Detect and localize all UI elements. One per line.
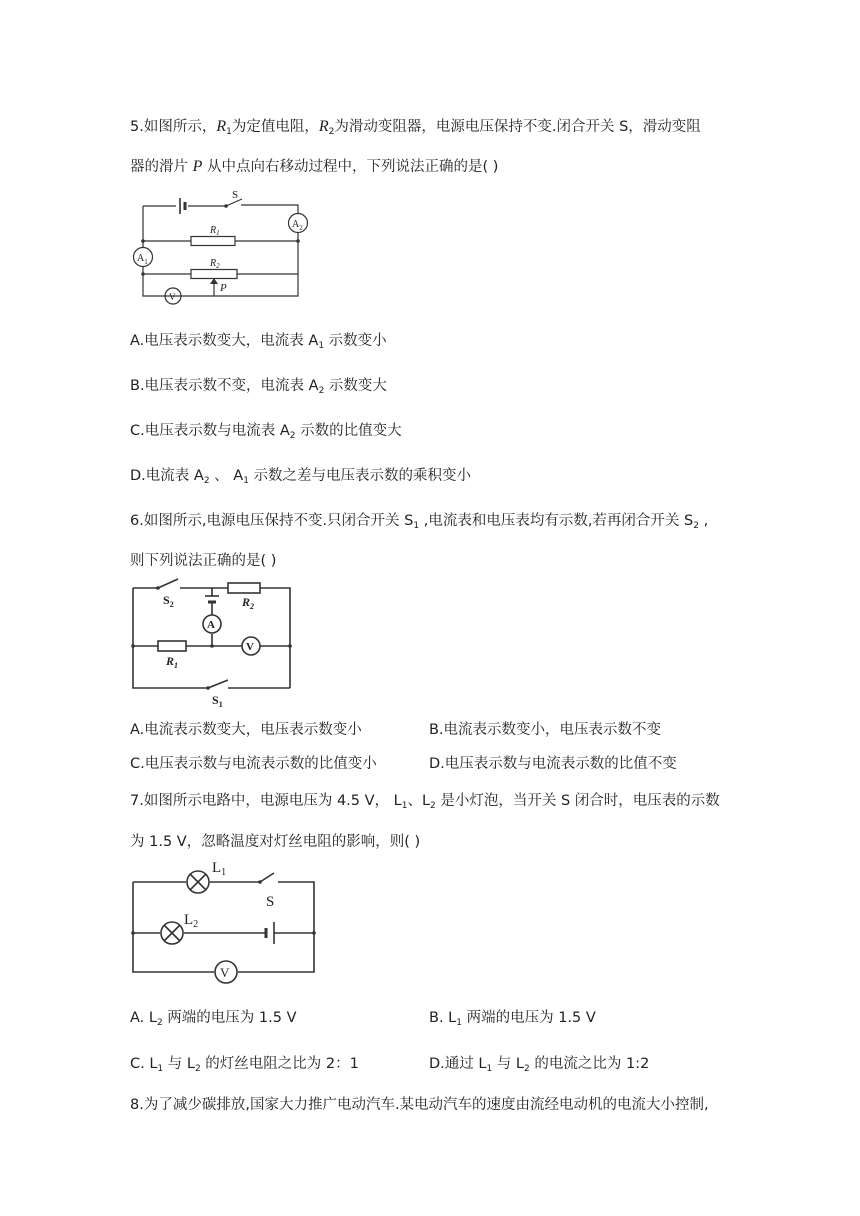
- q7-option-c: C. $L_1$ 与 $L_2$ 的灯丝电阻之比为 2：1: [130, 1056, 359, 1074]
- q7-wire-outer: [133, 882, 314, 972]
- q6-label-a: A: [207, 619, 215, 631]
- q6-option-c: C.电压表示数与电流表示数的比值变小: [130, 756, 377, 772]
- q6-stem-line2: 则下列说法正确的是( ): [130, 553, 277, 569]
- q6-stem-line1: 6.如图所示,电源电压保持不变.只闭合开关 $S_1$ ,电流表和电压表均有示数,若再闭合开关 $S_2$ ,: [130, 513, 709, 531]
- q7-option-a: A. $L_2$ 两端的电压为 1.5 V: [130, 1010, 297, 1028]
- q7-label-s: S: [266, 894, 275, 910]
- q7-option-d: D.通过 $L_1$ 与 $L_2$ 的电流之比为 1:2: [429, 1056, 650, 1074]
- q5-option-a: A.电压表示数变大，电流表 $A_1$ 示数变小: [130, 333, 387, 351]
- q6-circuit-diagram: [128, 576, 298, 709]
- q8-stem-line1: 8.为了减少碳排放,国家大力推广电动汽车.某电动汽车的速度由流经电动机的电流大小控制,: [130, 1097, 709, 1113]
- q6-label-s2: $S_2$: [163, 593, 174, 609]
- q5-label-s: S: [232, 189, 239, 201]
- q7-stem-line2: 为 1.5 V，忽略温度对灯丝电阻的影响，则( ): [130, 834, 421, 850]
- q6-resistor-r1: [158, 641, 186, 651]
- q6-option-a: A.电流表示数变大，电压表示数变小: [130, 722, 362, 738]
- q6-switch-s1: [208, 680, 228, 688]
- q5-circuit-diagram: [128, 188, 313, 303]
- q6-resistor-r2: [228, 583, 260, 593]
- q5-label-a2: $A_2$: [292, 219, 303, 232]
- q5-resistor-r1: [191, 237, 235, 246]
- q7-switch-s: [260, 873, 274, 882]
- q6-switch-s2: [158, 579, 178, 588]
- q5-stem-line2: 器的滑片 P 从中点向右移动过程中，下列说法正确的是( ): [130, 158, 499, 175]
- q7-label-l1: $L_1$: [212, 860, 227, 878]
- q5-label-a1: $A_1$: [137, 253, 148, 266]
- q7-circuit-diagram: [128, 858, 323, 978]
- q7-stem-line1: 7.如图所示电路中，电源电压为 4.5 V， $L_1$、$L_2$ 是小灯泡，当开关 S 闭合时，电压表的示数: [130, 793, 720, 811]
- q6-label-r2: $R_2$: [242, 595, 255, 611]
- q5-resistor-r2: [191, 270, 237, 279]
- q5-label-v: V: [169, 292, 176, 302]
- q6-option-b: B.电流表示数变小，电压表示数不变: [429, 722, 662, 738]
- q6-label-s1: $S_1$: [212, 693, 223, 709]
- q7-label-v: V: [220, 965, 230, 980]
- q7-label-l2: $L_2$: [184, 912, 199, 930]
- q5-label-r1: $R_1$: [210, 225, 220, 237]
- q5-option-c: C.电压表示数与电流表 $A_2$ 示数的比值变大: [130, 423, 402, 441]
- q5-option-b: B.电压表示数不变，电流表 $A_2$ 示数变大: [130, 378, 387, 396]
- q5-label-r2: $R_2$: [210, 258, 220, 270]
- q5-option-d: D.电流表 $A_2$ 、 $A_1$ 示数之差与电压表示数的乘积变小: [130, 468, 472, 486]
- q5-stem-line1: 5.如图所示，$R_1$为定值电阻，$R_2$为滑动变阻器，电源电压保持不变.闭合开关 S，滑动变阻: [130, 118, 701, 137]
- q6-label-r1: $R_1$: [166, 654, 179, 670]
- q7-option-b: B. $L_1$ 两端的电压为 1.5 V: [429, 1010, 596, 1028]
- q6-label-v: V: [246, 641, 254, 653]
- q5-wire-top: [143, 205, 298, 213]
- q6-option-d: D.电压表示数与电流表示数的比值不变: [429, 756, 677, 772]
- q5-label-p: P: [220, 282, 227, 294]
